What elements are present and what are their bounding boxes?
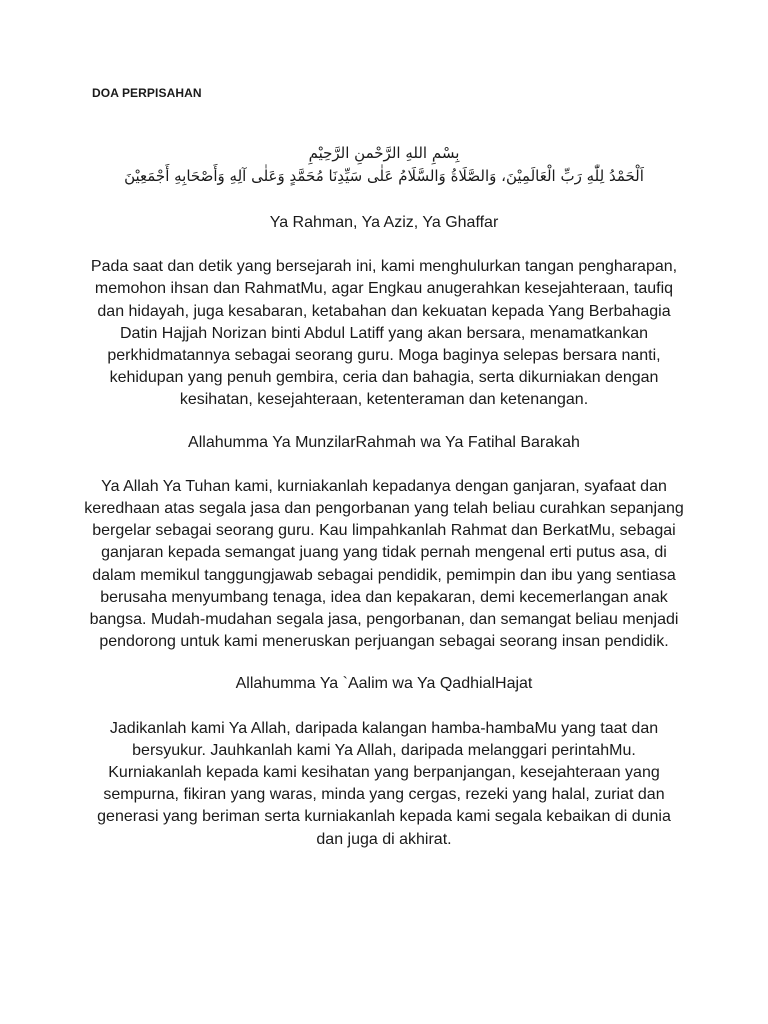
prayer-body: [84, 212, 684, 871]
invocation-heading: Allahumma Ya MunzilarRahmah wa Ya Fatihal Barakah: [188, 433, 580, 451]
invocation-heading: Ya Rahman, Ya Aziz, Ya Ghaffar: [269, 214, 499, 231]
document-title: DOA PERPISAHAN: [92, 86, 202, 100]
invocation-heading: Allahumma Ya `Aalim wa Ya QadhialHajat: [235, 675, 533, 693]
arabic-praise: اَلْحَمْدُ لِلّٰهِ رَبِّ الْعَالَمِيْنَ، وَالصَّلَاةُ وَالسَّلَامُ عَلٰى سَيِّدِنَا مُحَمَّدٍ وَعَلٰى آلِهِ وَأَصْحَابِهِ أَجْمَعِيْنَ: [124, 167, 644, 185]
arabic-basmala: بِسْمِ اللهِ الرَّحْمنِ الرَّحِيْمِ: [308, 144, 460, 162]
prayer-paragraph: Jadikanlah kami Ya Allah, daripada kalangan hamba-hambaMu yang taat dan bersyukur. Jauhkanlah kami Ya Allah, daripada melanggari perintahMu. Kurniakanlah kepada kami kesihatan yang berpanjangan, kesejahteraan yang sempurna, fikiran yang waras, minda yang cergas, rezeki yang halal, zuriat dan generasi yang beriman serta kurniakanlah kepada kami segala kebaikan di dunia dan juga di akhirat.: [97, 719, 671, 848]
prayer-paragraph: Pada saat dan detik yang bersejarah ini, kami menghulurkan tangan pengharapan, memohon ihsan dan RahmatMu, agar Engkau anugerahkan kesejahteraan, taufiq dan hidayah, juga kesabaran, ketabahan dan kekuatan kepada Yang Berbahagia Datin Hajjah Norizan binti Abdul Latiff yang akan bersara, menamatkankan perkhidmatannya sebagai seorang guru. Moga baginya selepas bersara nanti, kehidupan yang penuh gembira, ceria dan bahagia, serta dikurniakan dengan kesihatan, kesejahteraan, ketenteraman dan ketenangan.: [90, 258, 678, 409]
prayer-paragraph: Ya Allah Ya Tuhan kami, kurniakanlah kepadanya dengan ganjaran, syafaat dan keredhaan atas segala jasa dan pengorbanan yang telah beliau curahkan sepanjang bergelar sebagai seorang guru. Kau limpahkanlah Rahmat dan BerkatMu, sebagai ganjaran kepada semangat juang yang tidak pernah mengenal erti putus asa, di dalam memikul tanggungjawab sebagai pendidik, pemimpin dan ibu yang sentiasa berusaha menyumbang tenaga, idea dan kepakaran, demi kecemerlangan anak bangsa. Mudah-mudahan segala jasa, pengorbanan, dan semangat beliau menjadi pendorong untuk kami meneruskan perjuangan sebagai seorang insan pendidik.: [84, 477, 684, 651]
